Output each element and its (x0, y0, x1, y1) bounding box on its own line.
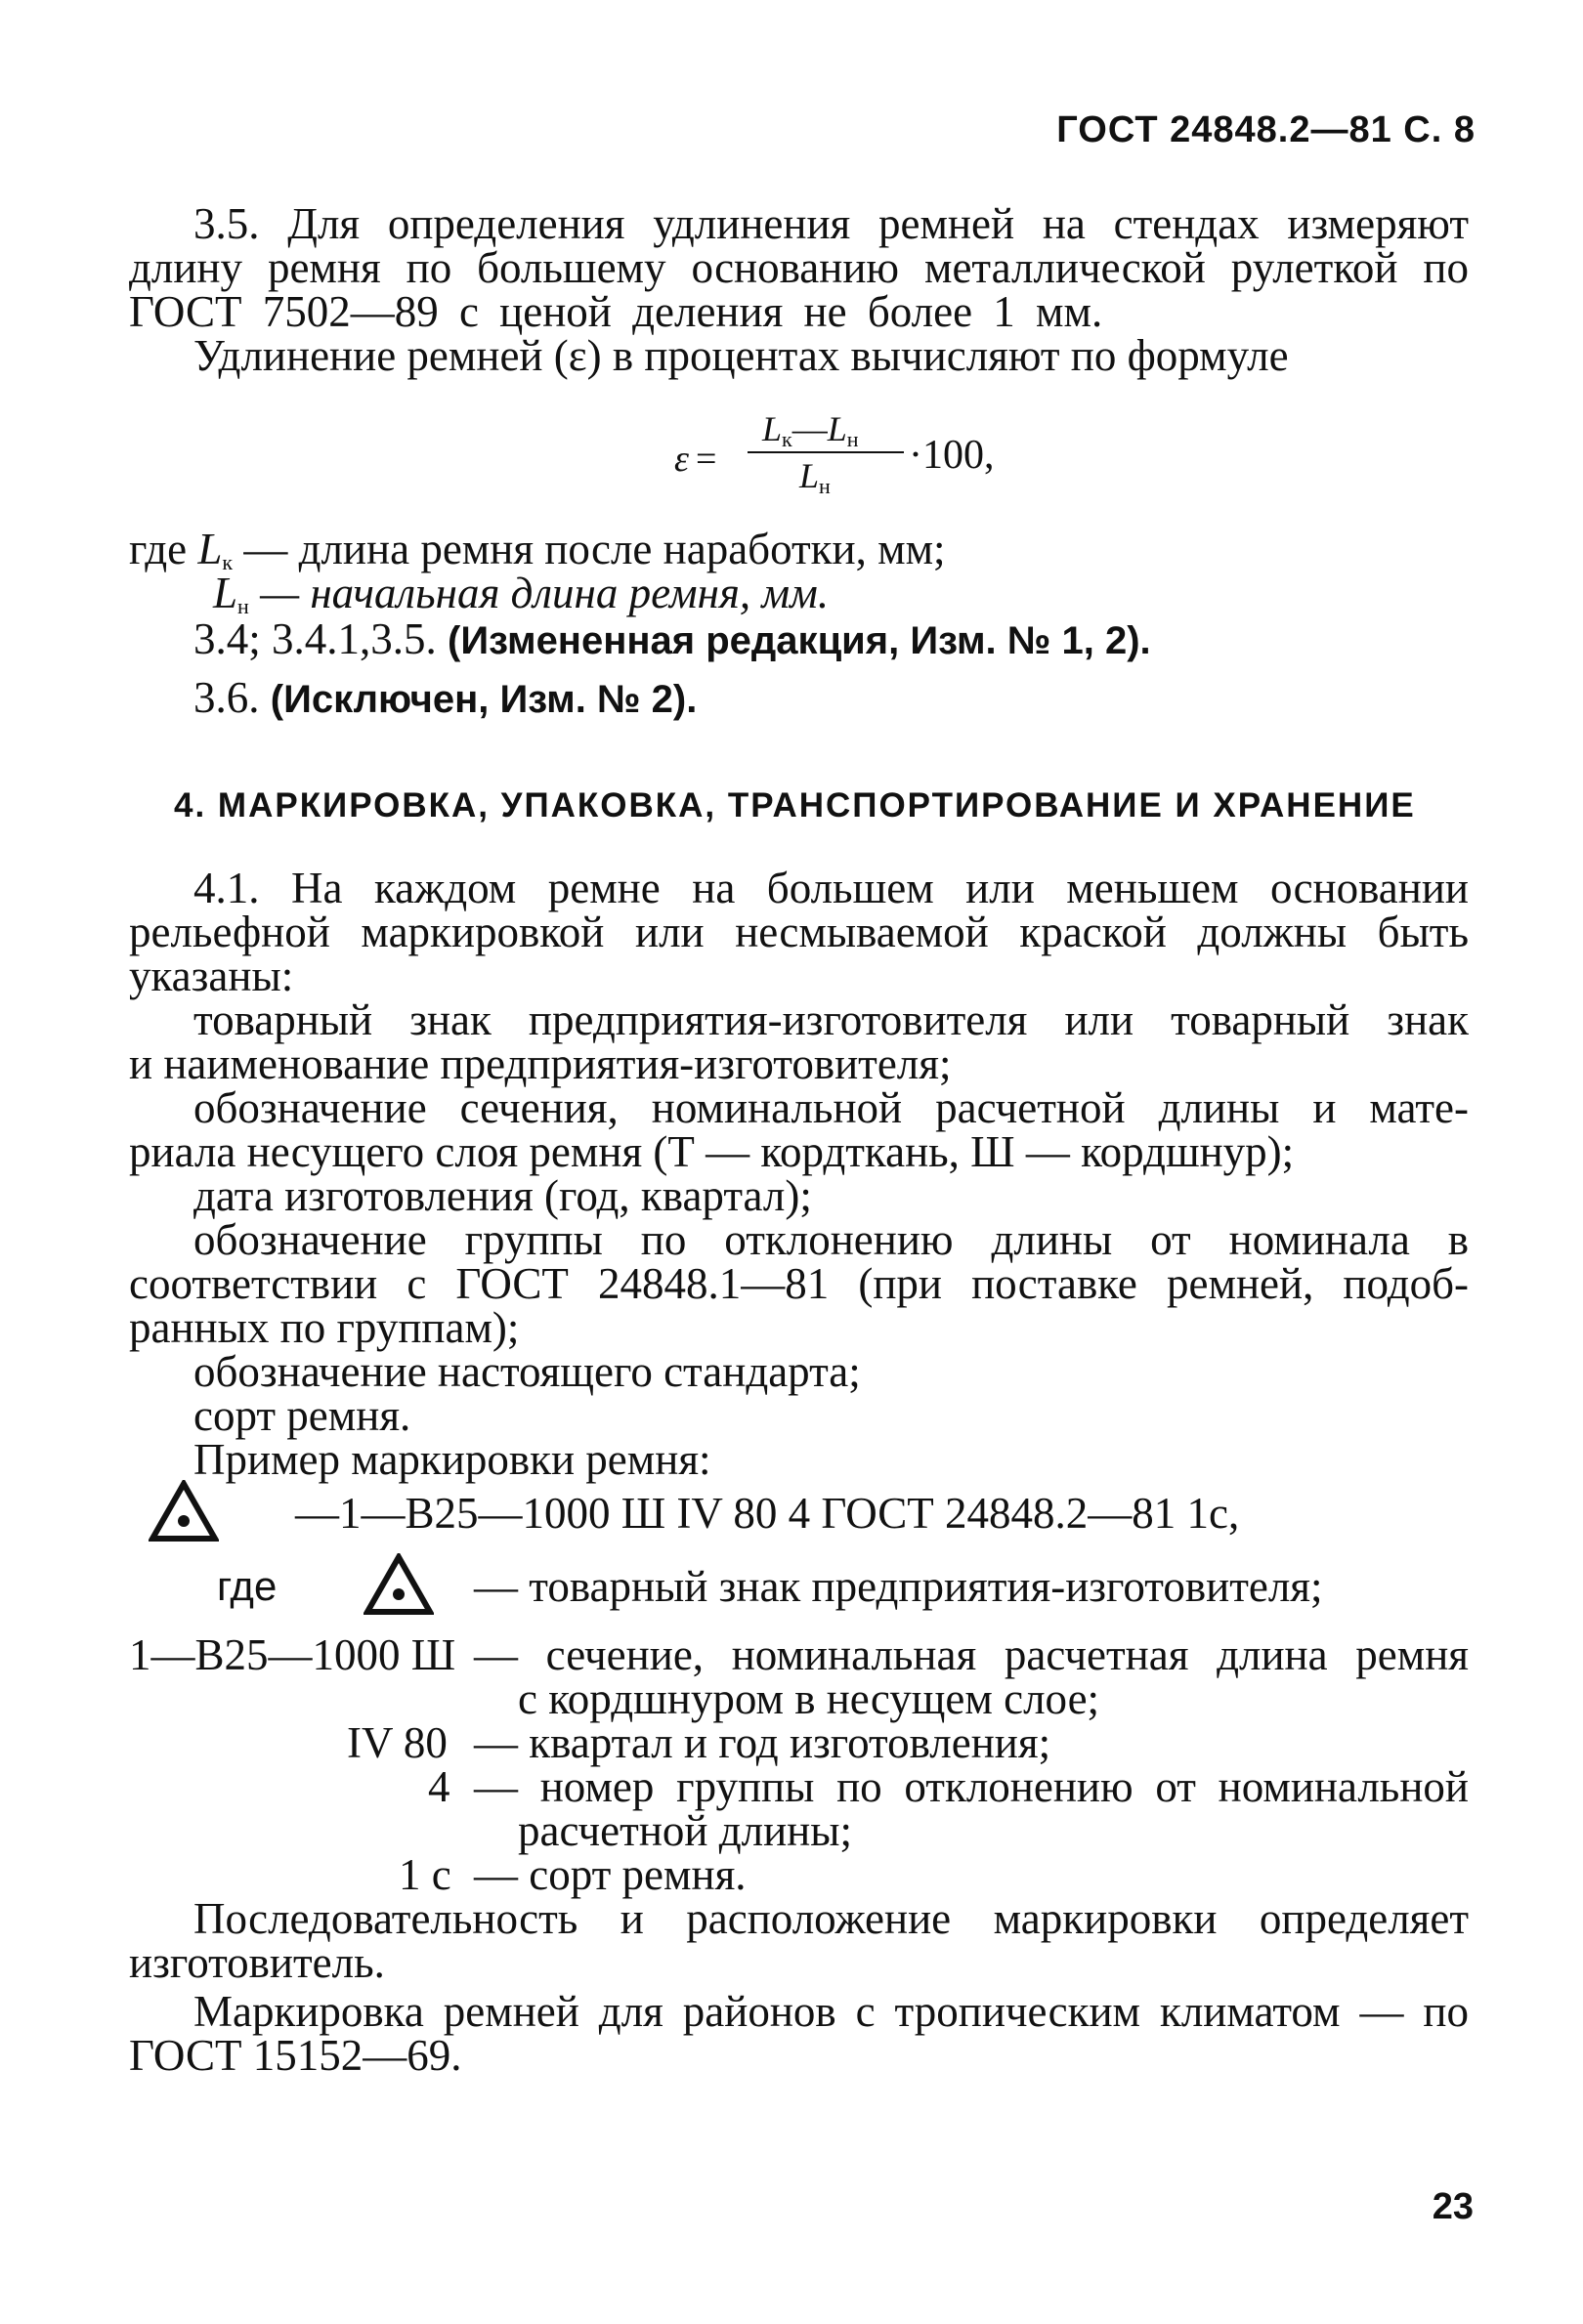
text-line: Удлинение ремней (ε) в процентах вычисляют по формуле (193, 331, 1289, 380)
trademark-triangle-icon (149, 1480, 219, 1542)
formula-multiplier: ·100, (909, 433, 995, 478)
text-line: риала несущего слоя ремня (Т — кордткань, Ш — кордшнур); (129, 1127, 1295, 1176)
formula-legend-line: $L_н$ — начальная длина ремня, мм. (213, 569, 830, 618)
legend-text: расчетной длины; (518, 1806, 852, 1855)
legend-key: 4 (428, 1762, 450, 1811)
page-header: ГОСТ 24848.2—81 С. 8 (1056, 109, 1476, 150)
text-line: обозначение группы по отклонению длины от номинала в (193, 1215, 1469, 1264)
text-line: ГОСТ 15152—69. (129, 2031, 462, 2080)
fraction-bar (748, 451, 904, 453)
formula-equals: = (696, 439, 717, 480)
marking-example: —1—В25—1000 Ш IV 80 4 ГОСТ 24848.2—81 1с, (295, 1489, 1240, 1538)
legend-where: где (217, 1563, 278, 1609)
text-line: Маркировка ремней для районов с тропическим климатом — по (193, 1987, 1469, 2036)
formula-denominator: $L_н$ (799, 456, 831, 498)
legend-text: — номер группы по отклонению от номинальной (474, 1762, 1469, 1811)
amendment-note: 3.4; 3.4.1,3.5. (Измененная редакция, Изм. № 1, 2). (193, 614, 1151, 663)
formula-epsilon: ε (674, 439, 689, 480)
text-line: изготовитель. (129, 1938, 385, 1987)
text-line: дата изготовления (год, квартал); (193, 1171, 812, 1220)
text-line: 3.5. Для определения удлинения ремней на стендах измеряют (193, 199, 1469, 248)
trademark-triangle-icon (364, 1553, 434, 1616)
formula-legend-line: где $L_к$ — длина ремня после наработки, мм; (129, 525, 946, 574)
text-line: рельефной маркировкой или несмываемой краской должны быть (129, 908, 1469, 956)
text-line: Пример маркировки ремня: (193, 1435, 711, 1484)
legend-key: 1 с (399, 1850, 451, 1899)
legend-key: 1—В25—1000 Ш (129, 1630, 456, 1679)
text-line: указаны: (129, 951, 294, 1000)
text-line: сорт ремня. (193, 1391, 411, 1440)
text-line: и наименование предприятия-изготовителя; (129, 1039, 952, 1088)
page-number: 23 (1432, 2186, 1474, 2227)
section-heading: 4. МАРКИРОВКА, УПАКОВКА, ТРАНСПОРТИРОВАНИЕ И ХРАНЕНИЕ (174, 786, 1416, 824)
elongation-formula (674, 408, 1026, 516)
legend-text: — сечение, номинальная расчетная длина ремня (474, 1630, 1469, 1679)
text-line: обозначение сечения, номинальной расчетной длины и мате- (193, 1083, 1469, 1132)
legend-text: с кордшнуром в несущем слое; (518, 1674, 1100, 1723)
text-line: обозначение настоящего стандарта; (193, 1347, 861, 1396)
legend-trademark: — товарный знак предприятия-изготовителя; (474, 1562, 1323, 1611)
text-line: товарный знак предприятия-изготовителя или товарный знак (193, 995, 1469, 1044)
formula-numerator: $L_к—L_н$ (762, 409, 859, 451)
amendment-note: 3.6. (Исключен, Изм. № 2). (193, 673, 698, 722)
text-line: 4.1. На каждом ремне на большем или меньшем основании (193, 864, 1469, 912)
legend-text: — квартал и год изготовления; (474, 1718, 1051, 1767)
legend-text: — сорт ремня. (474, 1850, 747, 1899)
text-line: ГОСТ 7502—89 с ценой деления не более 1 мм. (129, 287, 1103, 336)
text-line: соответствии с ГОСТ 24848.1—81 (при поставке ремней, подоб- (129, 1259, 1469, 1308)
text-line: длину ремня по большему основанию металлической рулеткой по (129, 243, 1469, 292)
text-line: ранных по группам); (129, 1303, 520, 1352)
legend-key: IV 80 (347, 1718, 448, 1767)
text-line: Последовательность и расположение маркировки определяет (193, 1894, 1469, 1943)
